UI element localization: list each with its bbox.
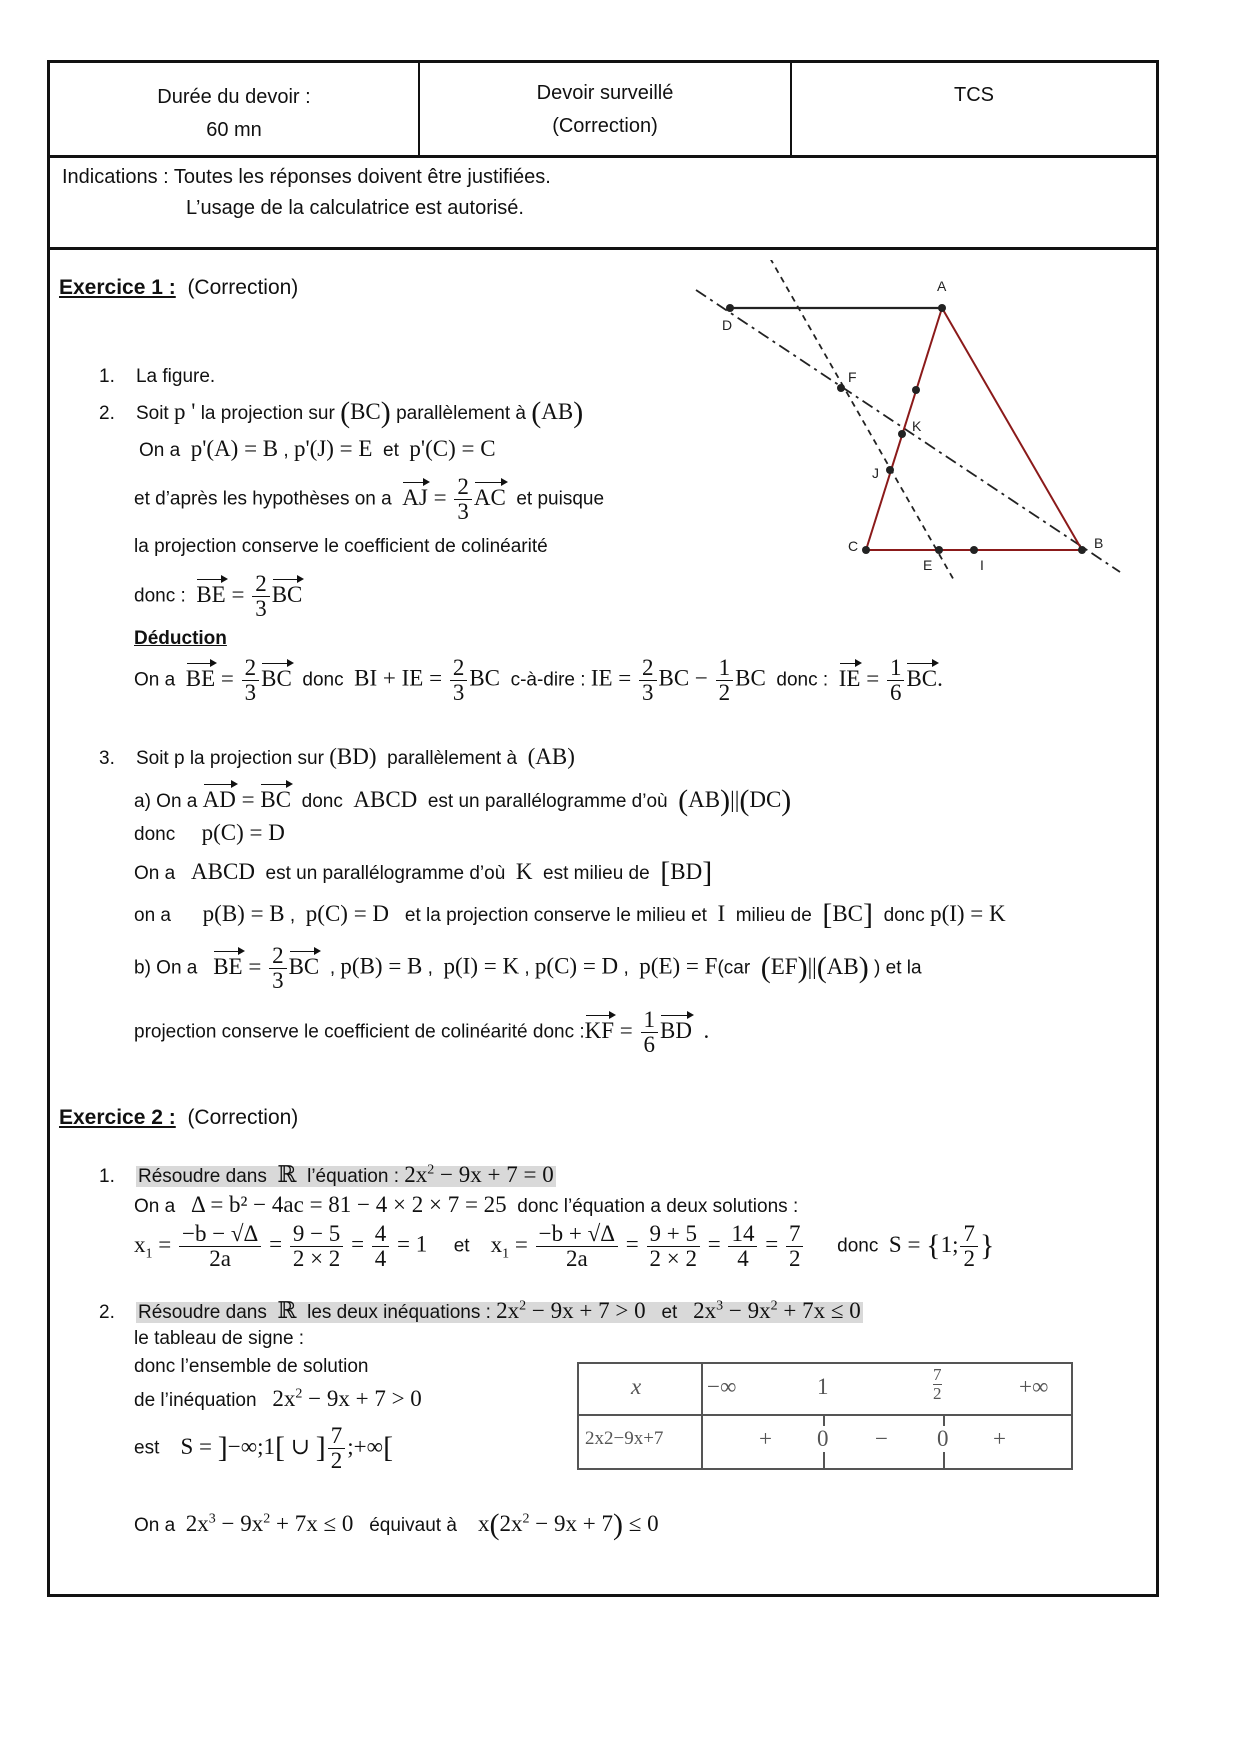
q2-est: est — [134, 1437, 160, 1459]
ex1-q3-line: 3. Soit p la projection sur (BD) parallèlement à (AB) — [99, 744, 575, 769]
ex1-q3a-line1: a) On a AD = BC donc ABCD est un parallélogramme d’où (AB)||(DC) — [134, 784, 792, 817]
q2-solution-set: est S = ]−∞;1[ ∪ ] $\frac{7}{2}$ ;+∞[ — [134, 1423, 394, 1473]
ded-cad: c-à-dire : — [510, 669, 586, 691]
ex1-q3b-line2: projection conserve le coefficient de colinéarité donc :KF = $\frac{1}{6}$ BD . — [134, 1007, 710, 1057]
q2-eq1: p'(A) = B — [190, 436, 279, 461]
sign-zero-2: 0 — [937, 1426, 949, 1451]
exam-title: Devoir surveillé — [536, 82, 674, 104]
class-label: TCS — [954, 84, 994, 106]
label-a: A — [937, 278, 947, 294]
q2-donc: donc : — [134, 585, 186, 607]
ex1-q2-line: 2. Soit p ' la projection sur (BC) parallèlement à (AB) — [99, 396, 584, 429]
deduction-line: On a BE = $\frac{2}{3}$ BC donc BI + IE = $\frac{2}{3}$ BC c-à-dire : IE = $\frac{2}{3}$ BC − $\frac{1}{2}$ BC donc : IE = $\frac{1}{6}$ BC. — [134, 655, 943, 705]
ex1-q2-images: On a p'(A) = B , p'(J) = E et p'(C) = C — [139, 436, 496, 461]
q3a-k: K — [515, 859, 533, 884]
q2-ona: On a — [139, 440, 181, 461]
q3b-car: (car — [717, 957, 751, 979]
sign-table-seven-halves — [933, 1366, 942, 1403]
ex2-q1-delta — [134, 1192, 798, 1218]
point-i — [970, 546, 978, 554]
q2-intro: Soit — [135, 403, 169, 424]
q2-tab: le tableau de signe : — [134, 1328, 305, 1349]
ex2-q1-solutions: $x_1$ = $\frac{-b - √\Delta}{2a}$ = $\frac{9 - 5}{2 \times 2}$ = $\frac{4}{4}$ = 1 et $x_1$ = $\frac{-b + √\Delta}{2a}$ = $\frac{9 + 5}{2 \times 2}$ = $\frac{14}{4}$ = $\frac{7}{2}$ donc S = {1; $\frac{7}{2}$ } — [134, 1221, 995, 1271]
ex1-q3a-line4: on a p(B) = B , p(C) = D et la projection conserve le milieu et I milieu de [BC] donc p(I) = K — [134, 898, 1006, 931]
segment-ab — [942, 308, 1082, 550]
q3a-pc: p(C) = D — [201, 820, 285, 845]
point-f — [837, 384, 845, 392]
label-k: K — [912, 418, 922, 434]
duration-label: Durée du devoir : — [157, 86, 311, 108]
ex1-q1: 1. La figure. — [99, 366, 216, 387]
q2-ona-ex2: On a — [134, 1515, 176, 1536]
sign-table-minus-inf: −∞ — [707, 1374, 737, 1399]
q1-ona: On a — [134, 1196, 176, 1217]
q3a-parallelo: est un parallélogramme d’où — [427, 791, 668, 812]
ex2-q1-highlight: Résoudre dans ℝ l’équation : $2x^2 - 9x + 7 = 0$ — [137, 1162, 554, 1187]
ex2-q2-highlight: Résoudre dans ℝ les deux inéquations : $2x^2 - 9x + 7 > 0$ et $2x^3 - 9x^2 + 7x \le 0$ — [137, 1298, 861, 1323]
sign-table-x: x — [631, 1374, 642, 1399]
reals-symbol-2: ℝ — [277, 1298, 297, 1323]
q3b-pi: p(I) = K — [443, 953, 520, 979]
ded-ona: On a — [134, 669, 176, 691]
q3a-pc2: p(C) = D — [305, 901, 390, 926]
q3a-milieude: milieu de — [735, 905, 812, 926]
q2-hyp: et d’après les hypothèses on a — [134, 488, 392, 510]
sign-table-one: 1 — [817, 1374, 829, 1399]
label-j: J — [872, 465, 879, 481]
q2-de-line: de l’inéquation $2x^2 - 9x + 7 > 0$ — [134, 1386, 422, 1411]
q2-text: la projection sur — [200, 403, 335, 424]
q3a-pb: p(B) = B — [202, 901, 285, 926]
q3a-ona2: on a — [134, 905, 171, 926]
q3a-label: a) On a — [134, 791, 198, 812]
deduction-title: Déduction — [134, 628, 227, 649]
q2-dir: AB — [541, 399, 574, 424]
point-mid — [912, 386, 920, 394]
point-b — [1078, 546, 1086, 554]
q2-ens: donc l’ensemble de solution — [134, 1356, 369, 1377]
q2-eq3: p'(C) = C — [409, 436, 496, 461]
q3-par: parallèlement à — [387, 748, 518, 769]
q2-equiv-line: On a $2x^3 - 9x^2 + 7x \le 0$ équivaut à $x(2x^2 - 9x + 7) \le 0$ — [134, 1508, 659, 1541]
exercise1-title: Exercice 1 : — [59, 276, 176, 299]
q2-line: BC — [350, 399, 381, 424]
ex1-q2-hyp: et d’après les hypothèses on a AJ = $\frac{2}{3}$ AC et puisque — [134, 474, 605, 524]
ex1-q3b-line1: b) On a BE = $\frac{2}{3}$ BC , p(B) = B , p(I) = K , p(C) = D , p(E) = F(car (EF)||(AB) ) et la — [134, 943, 922, 993]
ex2-q2-line: 2. Résoudre dans ℝ les deux inéquations : $2x^2 - 9x + 7 > 0$ et $2x^3 - 9x^2 + 7x \le 0$ — [99, 1298, 861, 1323]
sign-table-row-label: 2x2−9x+7 — [585, 1428, 664, 1449]
sign-table-vline — [701, 1364, 703, 1468]
dashdot-line-db — [696, 290, 1120, 572]
q2-eqlabel: les deux inéquations : — [307, 1302, 491, 1323]
ex1-q3a-line3: On a ABCD est un parallélogramme d’où K est milieu de [BD] — [134, 856, 713, 889]
sign-table-plus-inf: +∞ — [1019, 1374, 1049, 1399]
q1-concl: donc l’équation a deux solutions : — [517, 1196, 799, 1217]
exercise1-heading — [59, 276, 298, 300]
q3a-donc2: donc — [134, 824, 176, 845]
point-a — [938, 304, 946, 312]
sign-table-frac-den: 2 — [933, 1384, 942, 1403]
label-f: F — [848, 369, 857, 385]
class-cell — [792, 63, 1156, 155]
geometry-figure — [690, 260, 1130, 590]
q3b-pe: p(E) = F — [639, 953, 718, 979]
q3b-pc: p(C) = D — [534, 953, 619, 979]
q3-line: (BD) — [329, 744, 377, 769]
sign-table-frac-num: 7 — [933, 1365, 942, 1384]
point-d — [726, 304, 734, 312]
ded-donc: donc — [302, 669, 344, 691]
q1-donc: donc — [837, 1235, 879, 1257]
ex2-q1-line: 1. Résoudre dans ℝ l’équation : $2x^2 - 9x + 7 = 0$ — [99, 1162, 554, 1187]
label-e: E — [923, 557, 933, 573]
q3-text: Soit p la projection sur — [135, 748, 324, 769]
point-c — [862, 546, 870, 554]
exercise1-sub: (Correction) — [187, 276, 299, 299]
ex1-q1-text: La figure. — [135, 366, 216, 387]
duration-value: 60 mn — [206, 119, 262, 141]
q3b-label: b) On a — [134, 957, 198, 979]
q3-dir: (AB) — [527, 744, 575, 769]
q3a-milieu: est milieu de — [543, 863, 650, 884]
reals-symbol: ℝ — [277, 1162, 297, 1187]
q3a-donc: donc — [301, 791, 343, 812]
label-c: C — [848, 538, 859, 554]
q1-delta: Δ = b² − 4ac = 81 − 4 × 2 × 7 = 25 — [191, 1192, 507, 1217]
sign-plus-2: + — [993, 1426, 1006, 1451]
point-k — [898, 430, 906, 438]
exercise2-title: Exercice 2 : — [59, 1106, 176, 1129]
q3a-conserve: et la projection conserve le milieu et — [404, 905, 707, 926]
sign-table — [577, 1362, 1073, 1470]
q1-eqlabel: l’équation : — [307, 1166, 399, 1187]
q2-equiv: équivaut à — [369, 1515, 457, 1536]
point-j — [886, 466, 894, 474]
q2-par: parallèlement à — [396, 403, 526, 424]
q3a-pi: p(I) = K — [930, 901, 1006, 926]
ded-donc2: donc : — [776, 669, 829, 691]
sign-minus: − — [875, 1426, 888, 1451]
q2-de: de l’inéquation — [134, 1390, 257, 1411]
q3a-i: I — [717, 901, 726, 926]
q2-proj: p ' — [174, 399, 196, 424]
sign-plus-1: + — [759, 1426, 772, 1451]
q3a-abcd2: ABCD — [191, 859, 255, 884]
q1-et: et — [453, 1235, 470, 1257]
indications — [50, 155, 1156, 250]
indications-line2: L’usage de la calculatrice est autorisé. — [186, 197, 524, 219]
exam-subtitle: (Correction) — [552, 115, 658, 137]
q1-text: Résoudre dans — [137, 1166, 267, 1187]
ex1-q3a-line2 — [134, 820, 285, 846]
exercise2-heading — [59, 1106, 298, 1130]
title-cell — [420, 63, 792, 155]
q2-et: et — [383, 440, 399, 461]
sign-table-hline — [579, 1414, 1071, 1416]
exercise2-sub: (Correction) — [187, 1106, 299, 1129]
point-e — [935, 546, 943, 554]
label-d: D — [722, 317, 733, 333]
q3a-abcd: ABCD — [353, 787, 418, 812]
q3b-etla: ) et la — [874, 957, 922, 979]
duration-cell — [50, 63, 420, 155]
sign-zero-1: 0 — [817, 1426, 829, 1451]
segment-ac — [866, 308, 942, 550]
label-b: B — [1094, 535, 1104, 551]
q2-eq2: p'(J) = E — [294, 436, 373, 461]
q3b-conserve: projection conserve le coefficient de colinéarité donc : — [134, 1021, 585, 1043]
q3a-parallelo2: est un parallélogramme d’où — [265, 863, 506, 884]
label-i: I — [980, 557, 984, 573]
q2-puisque: et puisque — [516, 488, 605, 510]
ex1-q2-result: donc : BE = $\frac{2}{3}$ BC — [134, 571, 303, 621]
q2-conserve: la projection conserve le coefficient de colinéarité — [134, 536, 548, 557]
q2-et-ex2: et — [661, 1302, 678, 1323]
q2-text-ex2: Résoudre dans — [137, 1302, 267, 1323]
q3a-ona: On a — [134, 863, 176, 884]
indications-line1: Indications : Toutes les réponses doivent être justifiées. — [62, 166, 551, 188]
q3a-donc3: donc — [883, 905, 925, 926]
q3b-pb: p(B) = B — [340, 953, 423, 979]
header-table — [50, 63, 1156, 158]
